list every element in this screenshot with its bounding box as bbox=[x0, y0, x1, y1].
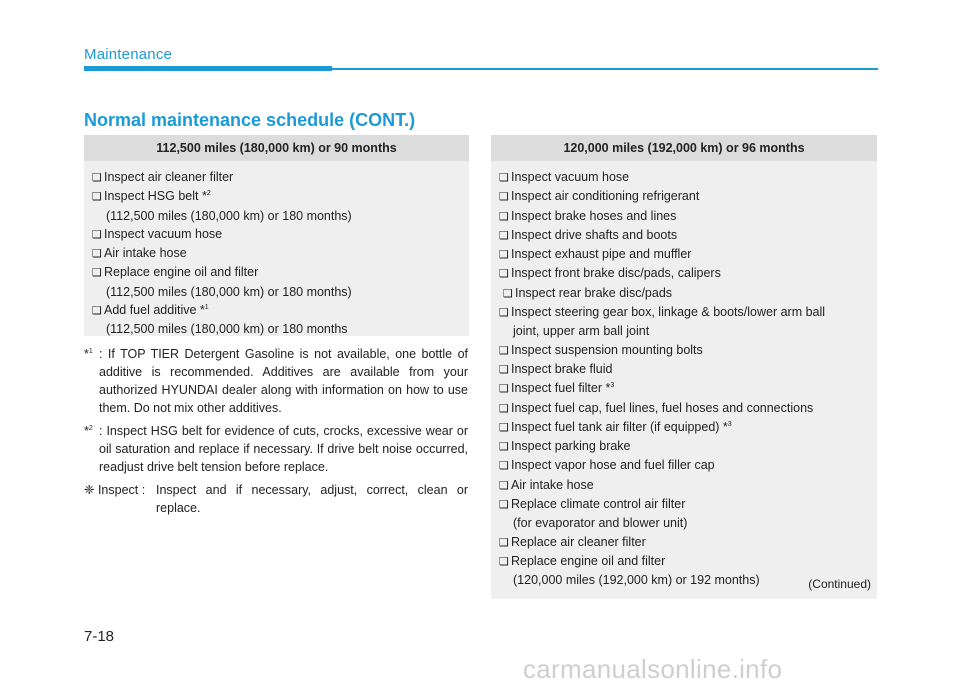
schedule-item bbox=[499, 187, 877, 206]
checkbox-icon: ❑ bbox=[499, 172, 509, 184]
schedule-item bbox=[92, 207, 469, 225]
schedule-item bbox=[499, 476, 877, 495]
schedule-box-heading: 120,000 miles (192,000 km) or 96 months bbox=[491, 135, 877, 161]
schedule-item-text: Replace engine oil and filter bbox=[511, 553, 666, 568]
footnote-text: : Inspect HSG belt for evidence of cuts, crocks, excessive wear or oil saturation and replace if necessary. If drive belt noise occurred, readjust drive belt tension before replace. bbox=[99, 424, 468, 474]
schedule-item bbox=[499, 168, 877, 187]
schedule-item-text: Inspect brake hoses and lines bbox=[511, 208, 677, 223]
schedule-item-text: Inspect front brake disc/pads, calipers bbox=[511, 266, 721, 281]
checkbox-icon: ❑ bbox=[499, 383, 509, 396]
schedule-item-text: Air intake hose bbox=[511, 477, 594, 492]
schedule-item bbox=[92, 263, 469, 282]
schedule-item bbox=[92, 187, 469, 206]
schedule-item bbox=[499, 207, 877, 226]
schedule-item-text: Inspect air cleaner filter bbox=[104, 170, 234, 184]
footnote-number: 1 bbox=[88, 347, 93, 355]
footnote-ref: 1 bbox=[204, 303, 209, 311]
footnote-mark bbox=[84, 422, 93, 440]
page-number: 7-18 bbox=[84, 628, 115, 645]
schedule-item-text: (112,500 miles (180,000 km) or 180 months bbox=[106, 322, 348, 337]
footnote-text: Inspect and if necessary, adjust, correct, clean or replace. bbox=[156, 483, 468, 515]
footnote-symbol: * bbox=[84, 347, 89, 361]
schedule-item bbox=[499, 360, 877, 379]
schedule-box-heading: 112,500 miles (180,000 km) or 90 months bbox=[84, 135, 469, 161]
schedule-item bbox=[499, 437, 877, 456]
schedule-item-text: (112,500 miles (180,000 km) or 180 months) bbox=[106, 284, 352, 299]
checkbox-icon: ❑ bbox=[499, 441, 509, 454]
footnote-ref: 3 bbox=[727, 420, 732, 428]
schedule-item bbox=[499, 399, 877, 418]
schedule-item bbox=[92, 320, 469, 338]
checkbox-icon: ❑ bbox=[499, 460, 509, 473]
schedule-item-text: Inspect vapor hose and fuel filler cap bbox=[511, 458, 715, 473]
checkbox-icon: ❑ bbox=[499, 555, 509, 568]
schedule-item-text: Inspect HSG belt * bbox=[104, 189, 207, 204]
schedule-item bbox=[499, 322, 877, 340]
schedule-box-120000 bbox=[491, 135, 877, 599]
schedule-item-text: Inspect vacuum hose bbox=[104, 226, 223, 241]
checkbox-icon: ❑ bbox=[499, 421, 509, 434]
schedule-item bbox=[499, 303, 877, 322]
schedule-box-112500 bbox=[84, 135, 469, 336]
header-rule-thin bbox=[332, 68, 878, 70]
schedule-item-text: Inspect fuel tank air filter (if equipped) * bbox=[511, 419, 728, 434]
schedule-item bbox=[499, 379, 877, 398]
footnote bbox=[84, 422, 468, 476]
schedule-item-text: Inspect drive shafts and boots bbox=[511, 227, 678, 242]
schedule-item bbox=[92, 301, 469, 320]
footnote-symbol: ❈ Inspect : bbox=[84, 483, 146, 497]
footnote bbox=[84, 481, 468, 517]
schedule-item bbox=[499, 226, 877, 245]
schedule-item bbox=[499, 495, 877, 514]
schedule-item bbox=[499, 418, 877, 437]
checkbox-icon: ❑ bbox=[499, 249, 509, 262]
schedule-item-text: Replace engine oil and filter bbox=[104, 265, 259, 280]
schedule-item-text: Inspect air conditioning refrigerant bbox=[511, 189, 700, 204]
schedule-item bbox=[92, 168, 469, 187]
schedule-item-text: Inspect exhaust pipe and muffler bbox=[511, 247, 692, 262]
schedule-item bbox=[499, 264, 877, 283]
checkbox-icon: ❑ bbox=[499, 268, 509, 281]
checkbox-icon: ❑ bbox=[499, 363, 509, 376]
checkbox-icon: ❑ bbox=[92, 228, 102, 241]
checkbox-icon: ❑ bbox=[499, 307, 509, 320]
section-label: Maintenance bbox=[84, 46, 173, 63]
schedule-item-list bbox=[491, 161, 877, 590]
footnote-symbol: * bbox=[84, 424, 89, 438]
schedule-item-text: Inspect suspension mounting bolts bbox=[511, 342, 703, 357]
schedule-item-text: Replace climate control air filter bbox=[511, 497, 686, 512]
checkbox-icon: ❑ bbox=[499, 499, 509, 512]
checkbox-icon: ❑ bbox=[92, 305, 102, 318]
page-title: Normal maintenance schedule (CONT.) bbox=[84, 110, 416, 130]
schedule-item-text: Inspect brake fluid bbox=[511, 361, 613, 376]
schedule-item-text: Inspect steering gear box, linkage & boots/lower arm ball bbox=[511, 305, 826, 320]
schedule-item-text: Air intake hose bbox=[104, 246, 187, 261]
schedule-item-text: Replace air cleaner filter bbox=[511, 534, 646, 549]
schedule-item bbox=[92, 283, 469, 301]
checkbox-icon: ❑ bbox=[92, 191, 102, 204]
schedule-item-text: Inspect parking brake bbox=[511, 439, 631, 454]
schedule-item bbox=[499, 533, 877, 552]
footnote bbox=[84, 345, 468, 417]
footnote-number: 2 bbox=[88, 424, 93, 432]
checkbox-icon: ❑ bbox=[499, 229, 509, 242]
schedule-item bbox=[92, 244, 469, 263]
checkbox-icon: ❑ bbox=[499, 402, 509, 415]
footnote-text: : If TOP TIER Detergent Gasoline is not available, one bottle of additive is recommended. Additives are available from your authorized HYUNDAI dealer along with information on how to use them. Do not mix other additives. bbox=[99, 347, 468, 415]
checkbox-icon: ❑ bbox=[499, 344, 509, 357]
footnote-mark bbox=[84, 345, 93, 363]
checkbox-icon: ❑ bbox=[503, 287, 513, 300]
schedule-item-text: (112,500 miles (180,000 km) or 180 months) bbox=[106, 208, 352, 223]
schedule-item bbox=[499, 284, 877, 303]
checkbox-icon: ❑ bbox=[499, 191, 509, 204]
schedule-item-text: joint, upper arm ball joint bbox=[513, 324, 650, 339]
footnote-ref: 2 bbox=[206, 190, 211, 198]
schedule-item-text: Add fuel additive * bbox=[104, 303, 205, 318]
schedule-item-text: Inspect vacuum hose bbox=[511, 170, 630, 184]
schedule-item bbox=[92, 225, 469, 244]
checkbox-icon: ❑ bbox=[92, 248, 102, 261]
watermark: carmanualsonline.info bbox=[523, 654, 783, 684]
schedule-item-list bbox=[84, 161, 469, 339]
footnotes bbox=[84, 345, 468, 522]
schedule-item-text: Inspect fuel filter * bbox=[511, 381, 611, 396]
checkbox-icon: ❑ bbox=[499, 536, 509, 549]
schedule-item-text: Inspect rear brake disc/pads bbox=[515, 285, 673, 300]
header-rule-thick bbox=[84, 66, 332, 71]
schedule-item bbox=[499, 514, 877, 532]
schedule-item-text: (120,000 miles (192,000 km) or 192 months) bbox=[513, 573, 760, 588]
footnote-ref: 3 bbox=[610, 382, 615, 390]
schedule-item bbox=[499, 552, 877, 571]
footnote-mark bbox=[84, 481, 154, 499]
checkbox-icon: ❑ bbox=[92, 267, 102, 280]
schedule-item bbox=[499, 341, 877, 360]
schedule-item-text: (for evaporator and blower unit) bbox=[513, 516, 688, 531]
checkbox-icon: ❑ bbox=[499, 210, 509, 223]
continued-label: (Continued) bbox=[808, 577, 871, 591]
schedule-item-text: Inspect fuel cap, fuel lines, fuel hoses and connections bbox=[511, 400, 814, 415]
checkbox-icon: ❑ bbox=[499, 479, 509, 492]
schedule-item bbox=[499, 245, 877, 264]
schedule-item bbox=[499, 456, 877, 475]
checkbox-icon: ❑ bbox=[92, 172, 102, 184]
